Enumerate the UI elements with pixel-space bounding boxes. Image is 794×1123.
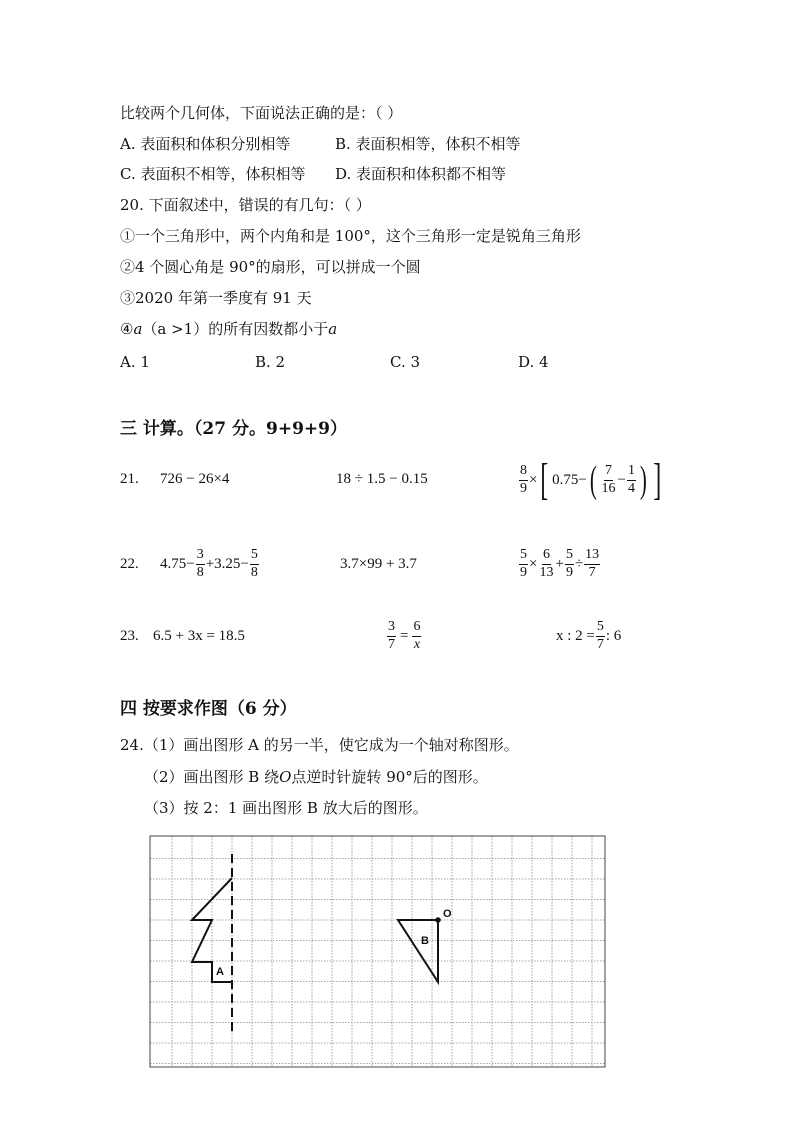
numerator: 3 — [196, 548, 205, 565]
left-square-bracket: [ — [540, 455, 549, 505]
q21-expr-2: 18 ÷ 1.5 − 0.15 — [336, 471, 428, 487]
q20-statement-1: ①一个三角形中，两个内角和是 100°，这个三角形一定是锐角三角形 — [120, 227, 581, 245]
fraction — [538, 548, 554, 580]
operator: × — [529, 471, 538, 488]
q20-s4-var2: a — [328, 320, 338, 338]
q21-number: 21. — [120, 471, 139, 487]
q23-number: 23. — [120, 628, 139, 644]
term: 0.75− — [552, 471, 587, 488]
q20-option-b: B. 2 — [255, 353, 286, 371]
fraction — [565, 548, 574, 580]
left-paren: ( — [589, 458, 597, 501]
q24-part-2 — [144, 770, 488, 785]
denominator: 9 — [520, 564, 527, 580]
fraction — [627, 464, 636, 496]
denominator: 4 — [627, 480, 635, 496]
grid-border — [150, 836, 605, 1067]
term: 4.75− — [160, 555, 195, 572]
q20-option-c: C. 3 — [390, 353, 421, 371]
q22-expr-1 — [160, 543, 260, 585]
term: : 6 — [605, 627, 622, 644]
q19-option-b: B. 表面积相等，体积不相等 — [335, 135, 521, 153]
denominator: 16 — [601, 480, 616, 496]
q19-option-d: D. 表面积和体积都不相等 — [335, 165, 507, 183]
operator: × — [529, 555, 538, 572]
q20-s4-paren: （a >1） — [142, 320, 209, 338]
numerator: 3 — [387, 620, 396, 637]
q20-s4-var: a — [133, 320, 143, 338]
drawing-grid — [148, 834, 608, 1070]
label-b: B — [421, 935, 429, 947]
q22-expr-2: 3.7×99 + 3.7 — [340, 556, 417, 572]
q19-stem: 比较两个几何体，下面说法正确的是：（ ） — [120, 104, 403, 122]
q21-expr-1: 726 − 26×4 — [160, 471, 230, 487]
denominator: 7 — [388, 636, 395, 652]
q23-expr-3 — [556, 615, 621, 657]
numerator: 13 — [584, 548, 600, 565]
q20-stem: 20. 下面叙述中，错误的有几句：（ ） — [120, 196, 371, 214]
fraction — [584, 548, 600, 580]
q24-part-2-var: O — [279, 768, 292, 786]
term: +3.25− — [205, 555, 249, 572]
q24-part-2-text-b: 点逆时针旋转 90°后的图形。 — [291, 768, 488, 786]
fraction — [519, 548, 528, 580]
q20-statement-4 — [120, 322, 337, 337]
right-square-bracket: ] — [652, 455, 661, 505]
denominator: 9 — [520, 480, 527, 496]
q20-statement-2: ②4 个圆心角是 90°的扇形，可以拼成一个圆 — [120, 258, 421, 276]
fraction — [601, 464, 617, 496]
fraction — [519, 464, 528, 496]
operator: + — [555, 555, 564, 572]
numerator: 5 — [519, 548, 528, 565]
denominator: 9 — [565, 564, 573, 580]
q24-part-3: （3）按 2：1 画出图形 B 放大后的图形。 — [144, 799, 428, 817]
numerator: 8 — [519, 464, 528, 481]
fraction — [412, 620, 421, 652]
section-3-title: 三 计算。（27 分。9+9+9） — [120, 419, 347, 439]
fraction — [250, 548, 259, 580]
q22-number: 22. — [120, 556, 139, 572]
denominator: 7 — [588, 564, 596, 580]
q24-part-1: 24.（1）画出图形 A 的另一半，使它成为一个轴对称图形。 — [120, 736, 519, 754]
label-o: O — [443, 908, 452, 920]
operator: ÷ — [574, 555, 584, 572]
point-o — [435, 917, 441, 923]
denominator: 8 — [196, 564, 204, 580]
q20-s4-prefix: ④ — [120, 320, 134, 338]
fraction — [196, 548, 205, 580]
right-paren: ) — [639, 458, 647, 501]
denominator: 7 — [596, 636, 604, 652]
numerator: 7 — [604, 464, 613, 481]
fraction — [596, 620, 605, 652]
denominator: 8 — [250, 564, 258, 580]
denominator: x — [413, 636, 421, 652]
q20-s4-text: 的所有因数都小于 — [208, 320, 329, 338]
q20-option-a: A. 1 — [120, 353, 150, 371]
numerator: 5 — [596, 620, 605, 637]
operator: − — [617, 471, 626, 488]
q23-expr-1: 6.5 + 3x = 18.5 — [153, 628, 245, 644]
fraction — [387, 620, 396, 652]
numerator: 5 — [565, 548, 574, 565]
section-4-title: 四 按要求作图（6 分） — [120, 699, 297, 719]
denominator: 13 — [539, 564, 554, 580]
operator: = — [400, 627, 409, 644]
numerator: 6 — [542, 548, 551, 565]
term: x : 2 = — [556, 627, 595, 644]
q19-option-a: A. 表面积和体积分别相等 — [120, 135, 291, 153]
numerator: 5 — [250, 548, 259, 565]
q22-expr-3 — [518, 543, 601, 585]
numerator: 6 — [412, 620, 421, 637]
numerator: 1 — [627, 464, 636, 481]
q20-option-d: D. 4 — [518, 353, 549, 371]
q24-part-2-text: （2）画出图形 B 绕 — [144, 768, 280, 786]
grid-lines — [150, 836, 605, 1067]
q23-expr-2 — [386, 615, 422, 657]
q20-statement-3: ③2020 年第一季度有 91 天 — [120, 289, 312, 307]
q19-option-c: C. 表面积不相等，体积相等 — [120, 165, 306, 183]
q21-expr-3 — [518, 455, 664, 505]
label-a: A — [216, 966, 224, 978]
